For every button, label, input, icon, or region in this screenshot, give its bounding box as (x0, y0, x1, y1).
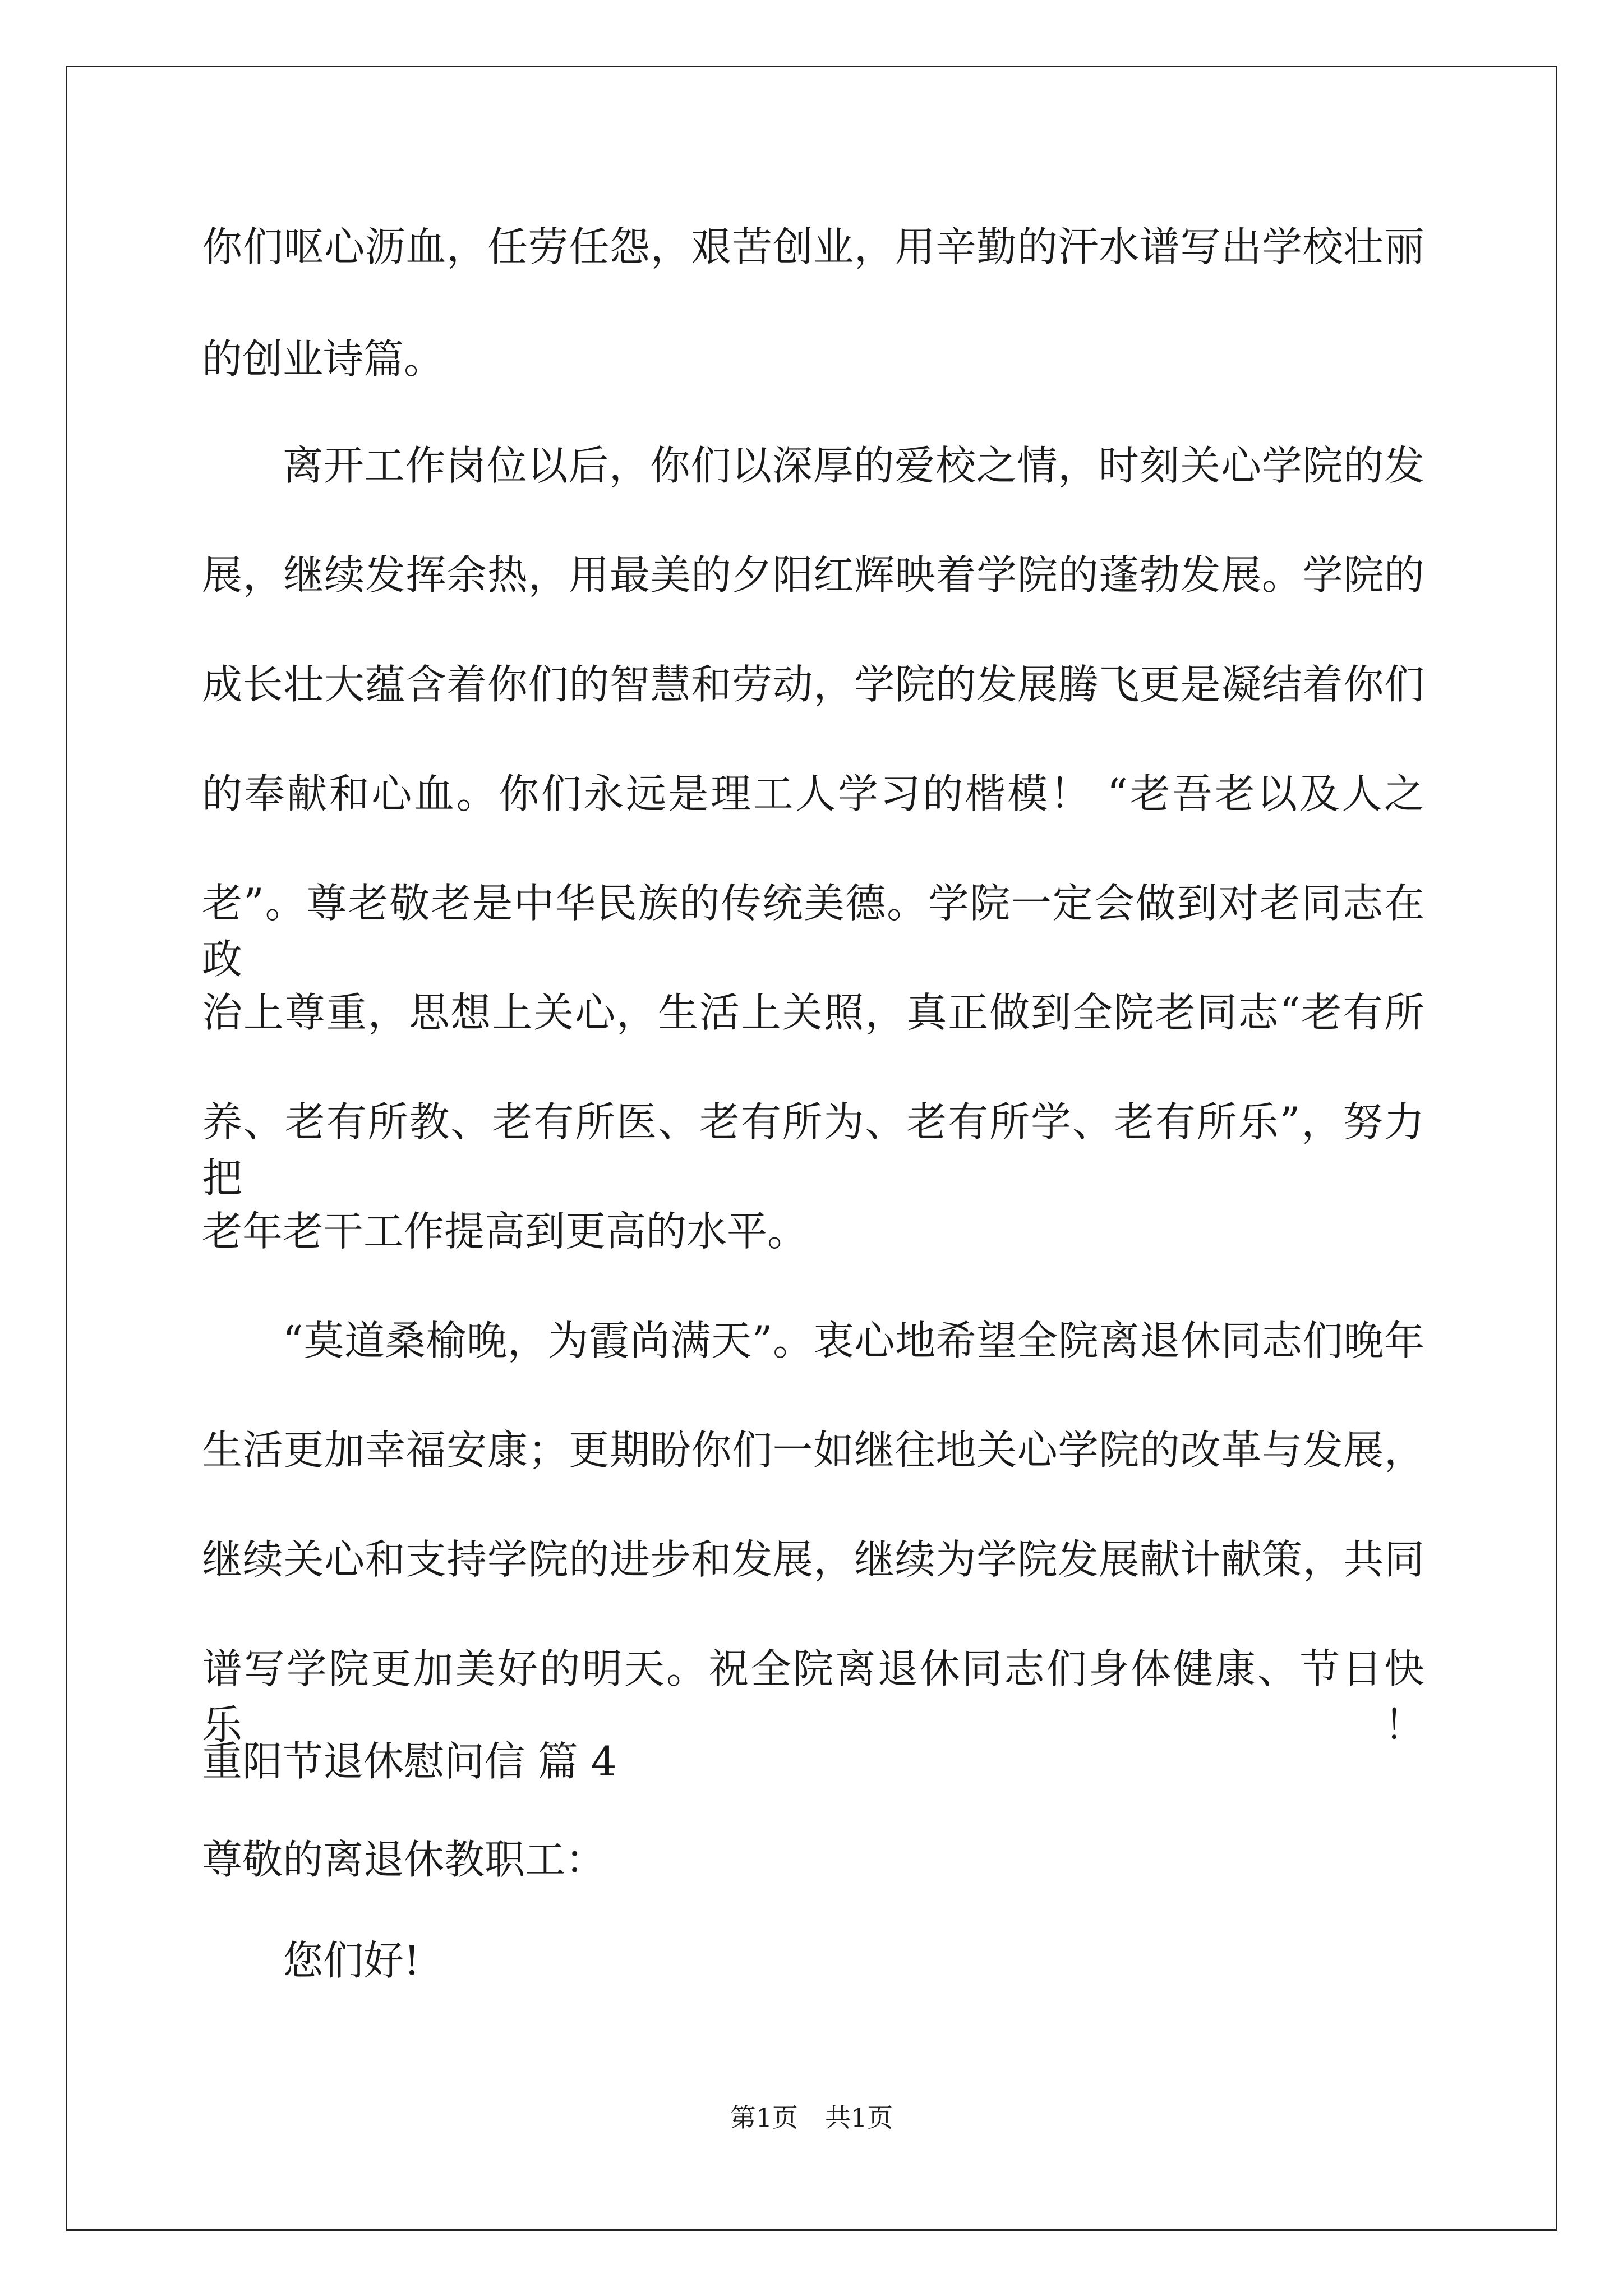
page-total: 共1页 (825, 2102, 893, 2133)
paragraph-line-8: 治上尊重，思想上关心，生活上关照，真正做到全院老同志“老有所 (202, 989, 1424, 1036)
paragraph-line-11: “莫道桑榆晚，为霞尚满天”。衷心地希望全院离退休同志们晚年 (283, 1317, 1424, 1364)
paragraph-line-9: 养、老有所教、老有所医、老有所为、老有所学、老有所乐”，努力把 (202, 1098, 1424, 1202)
paragraph-line-3: 离开工作岗位以后，你们以深厚的爱校之情，时刻关心学院的发 (283, 442, 1424, 489)
paragraph-line-1: 你们呕心沥血，任劳任怨，艰苦创业，用辛勤的汗水谱写出学校壮丽 (202, 223, 1424, 270)
paragraph-line-6: 的奉献和心血。你们永远是理工人学习的楷模！ “老吾老以及人之 (202, 770, 1424, 817)
paragraph-line-2: 的创业诗篇。 (202, 335, 445, 383)
salutation: 尊敬的离退休教职工： (202, 1836, 606, 1883)
paragraph-line-5: 成长壮大蕴含着你们的智慧和劳动，学院的发展腾飞更是凝结着你们 (202, 661, 1424, 708)
paragraph-line-12: 生活更加幸福安康；更期盼你们一如继往地关心学院的改革与发展， (202, 1427, 1424, 1474)
section-heading: 重阳节退休慰问信 篇 4 (202, 1738, 617, 1785)
paragraph-line-13: 继续关心和支持学院的进步和发展，继续为学院发展献计献策，共同 (202, 1536, 1424, 1583)
page-number: 第1页 (730, 2102, 798, 2133)
greeting: 您们好! (283, 1937, 420, 1984)
page-footer (0, 2101, 1623, 2134)
paragraph-line-4: 展，继续发挥余热，用最美的夕阳红辉映着学院的蓬勃发展。学院的 (202, 551, 1424, 599)
paragraph-line-10: 老年老干工作提高到更高的水平。 (202, 1208, 808, 1255)
paragraph-line-7: 老”。尊老敬老是中华民族的传统美德。学院一定会做到对老同志在政 (202, 880, 1424, 983)
paragraph-line-14: 谱写学院更加美好的明天。祝全院离退休同志们身体健康、节日快乐！ (202, 1645, 1424, 1749)
